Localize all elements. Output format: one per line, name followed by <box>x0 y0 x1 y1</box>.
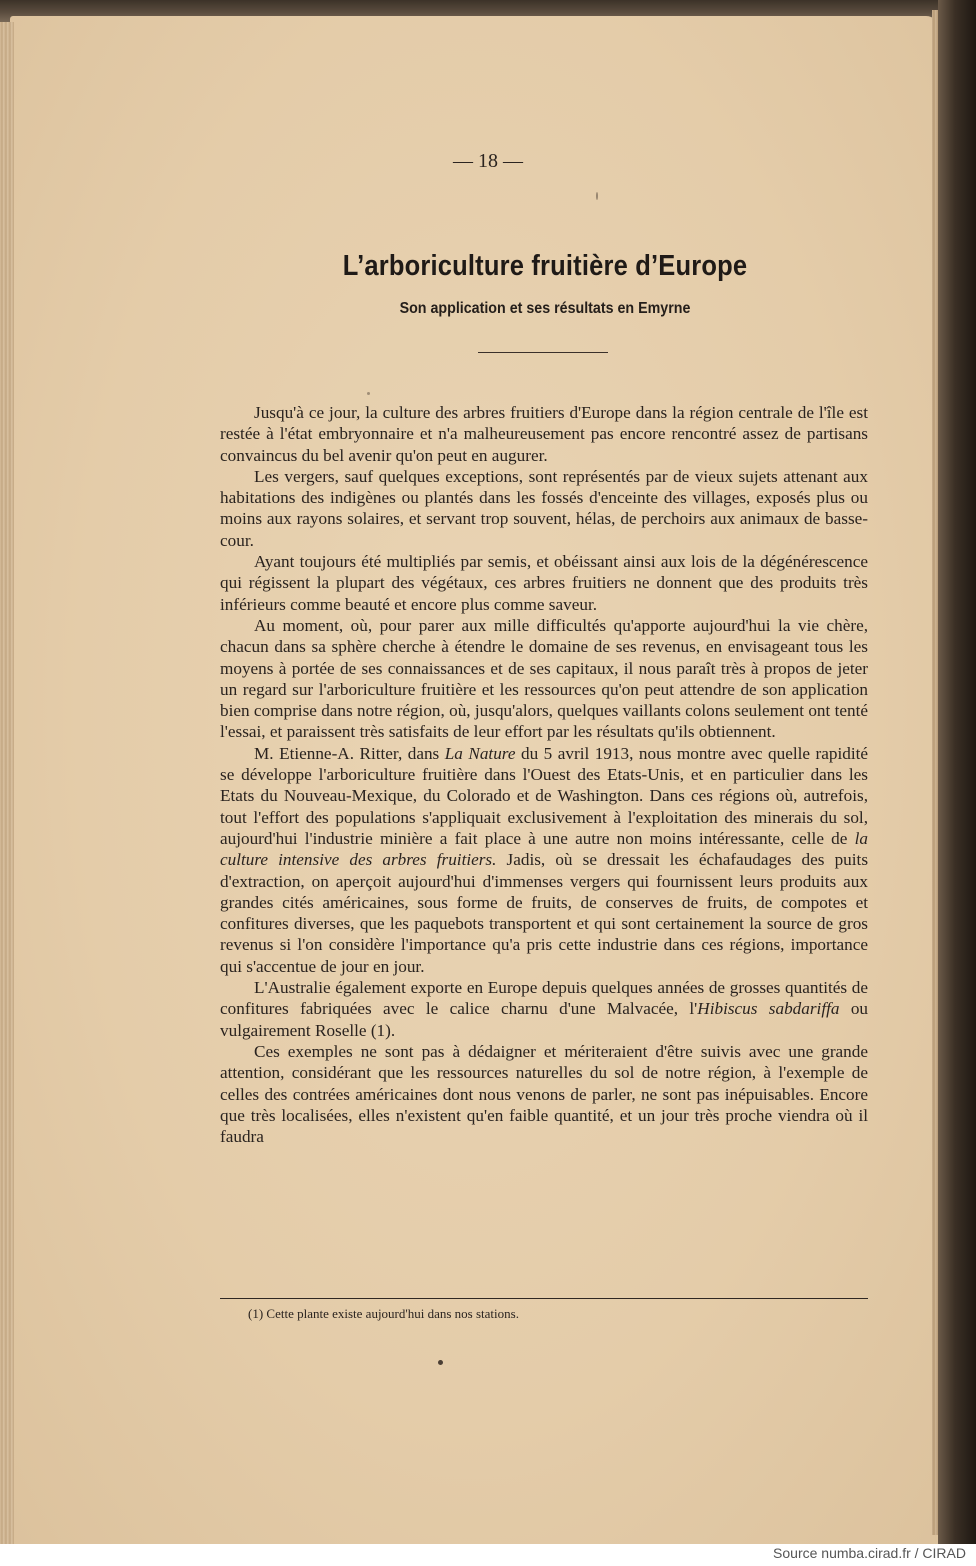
paragraph-5-text-a: M. Etienne-A. Ritter, dans <box>254 743 445 763</box>
footnote: (1) Cette plante existe aujourd'hui dans nos stations. <box>248 1306 519 1321</box>
paragraph-5 <box>220 743 868 977</box>
source-credit: Source numba.cirad.fr / CIRAD <box>773 1545 966 1561</box>
article-subtitle: Son application et ses résultats en Emyrne <box>399 300 691 317</box>
paragraph-3: Ayant toujours été multipliés par semis, et obéissant ainsi aux lois de la dégénérescence qui régissent la plupart des végétaux, ces arbres fruitiers ne donnent que des produits très inférieurs comme beauté et encore plus comme saveur. <box>220 552 868 614</box>
paragraph-5-text-b: du 5 avril 1913, nous montre avec quelle rapidité se développe l'arboriculture fruitière dans l'Ouest des Etats-Unis, et en particulier dans les Etats du Nouveau-Mexique, du Colorado et de Washington. Dans ces régions où, autrefois, tout l'effort des populations s'appliquait exclusivement à l'exploitation des minerais du sol, aujourd'hui l'industrie minière a fait place à une autre non moins intéressante, celle de <box>220 743 869 848</box>
emphasis-culture-intensive: la culture intensive des arbres fruitiers. <box>220 828 868 870</box>
paragraph-2: Les vergers, sauf quelques exceptions, sont représentés par de vieux sujets attenant aux habitations des indigènes ou plantés dans les fossés d'enceinte des villages, exposés plus ou moins aux rayons solaires, et servant trop souvent, hélas, de perchoirs aux animaux de basse-cour. <box>220 466 868 550</box>
left-page-edges <box>0 22 14 1544</box>
article-body <box>220 402 868 1147</box>
paragraph-7: Ces exemples ne sont pas à dédaigner et mériteraient d'être suivis avec une grande attention, considérant que les ressources naturelles du sol de notre région, à l'exemple de celles des contrées américaines dont nous venons de parler, ne sont pas inépuisables. Encore que très localisées, elles n'existent qu'en faible quantité, et un jour très proche viendra où il faudra <box>220 1041 868 1147</box>
paragraph-4: Au moment, où, pour parer aux mille difficultés qu'apporte aujourd'hui la vie chère, chacun dans sa sphère cherche à étendre le domaine de ses revenus, en envisageant tous les moyens à portée de ses connaissances et de ses capitaux, il nous paraît très à propos de jeter un regard sur l'arboriculture fruitière et les ressources qu'on peut attendre de son application bien comprise dans notre région, où, jusqu'alors, quelques vaillants colons seulement ont tenté l'essai, et paraissent très satisfaits de leur effort par les résultats qu'ils obtiennent. <box>220 615 868 742</box>
paragraph-1: Jusqu'à ce jour, la culture des arbres fruitiers d'Europe dans la région centrale de l'île est restée à l'état embryonnaire et n'a malheureusement pas encore rencontré assez de partisans convaincus du bel avenir qu'on peut en augurer. <box>220 403 868 465</box>
paragraph-6-text-a: L'Australie également exporte en Europe depuis quelques années de grosses quantités de confitures fabriquées avec le calice charnu d'une Malvacée, l' <box>220 978 868 1019</box>
paragraph-5-text-c: Jadis, où se dressait les échafaudages des puits d'extraction, on aperçoit aujourd'hui d'immenses vergers qui fournissent leurs produits aux grandes cités américaines, sous forme de fruits, de conserves de fruits, de compotes et confitures diverses, que les paquebots transportent et qui sont certainement la source de gros revenus si l'on considère l'importance qu'a pris cette industrie dans ces régions, importance qui s'accentue de jour en jour. <box>220 850 869 976</box>
article-title: L’arboriculture fruitière d’Europe <box>342 250 748 282</box>
ink-speck <box>596 192 598 200</box>
paragraph-6-text-b: ou vulgairement Roselle (1). <box>220 999 869 1040</box>
title-separator-rule <box>478 352 608 353</box>
journal-title-la-nature: La Nature <box>444 743 516 763</box>
paragraph-6 <box>220 977 868 1041</box>
species-name-hibiscus: Hibiscus sabdariffa <box>697 999 840 1019</box>
book-binding-edge <box>938 0 976 1544</box>
footnote-rule <box>220 1298 868 1299</box>
page-number: — 18 — <box>453 150 523 172</box>
ink-speck <box>367 392 370 395</box>
ink-speck <box>438 1360 443 1365</box>
